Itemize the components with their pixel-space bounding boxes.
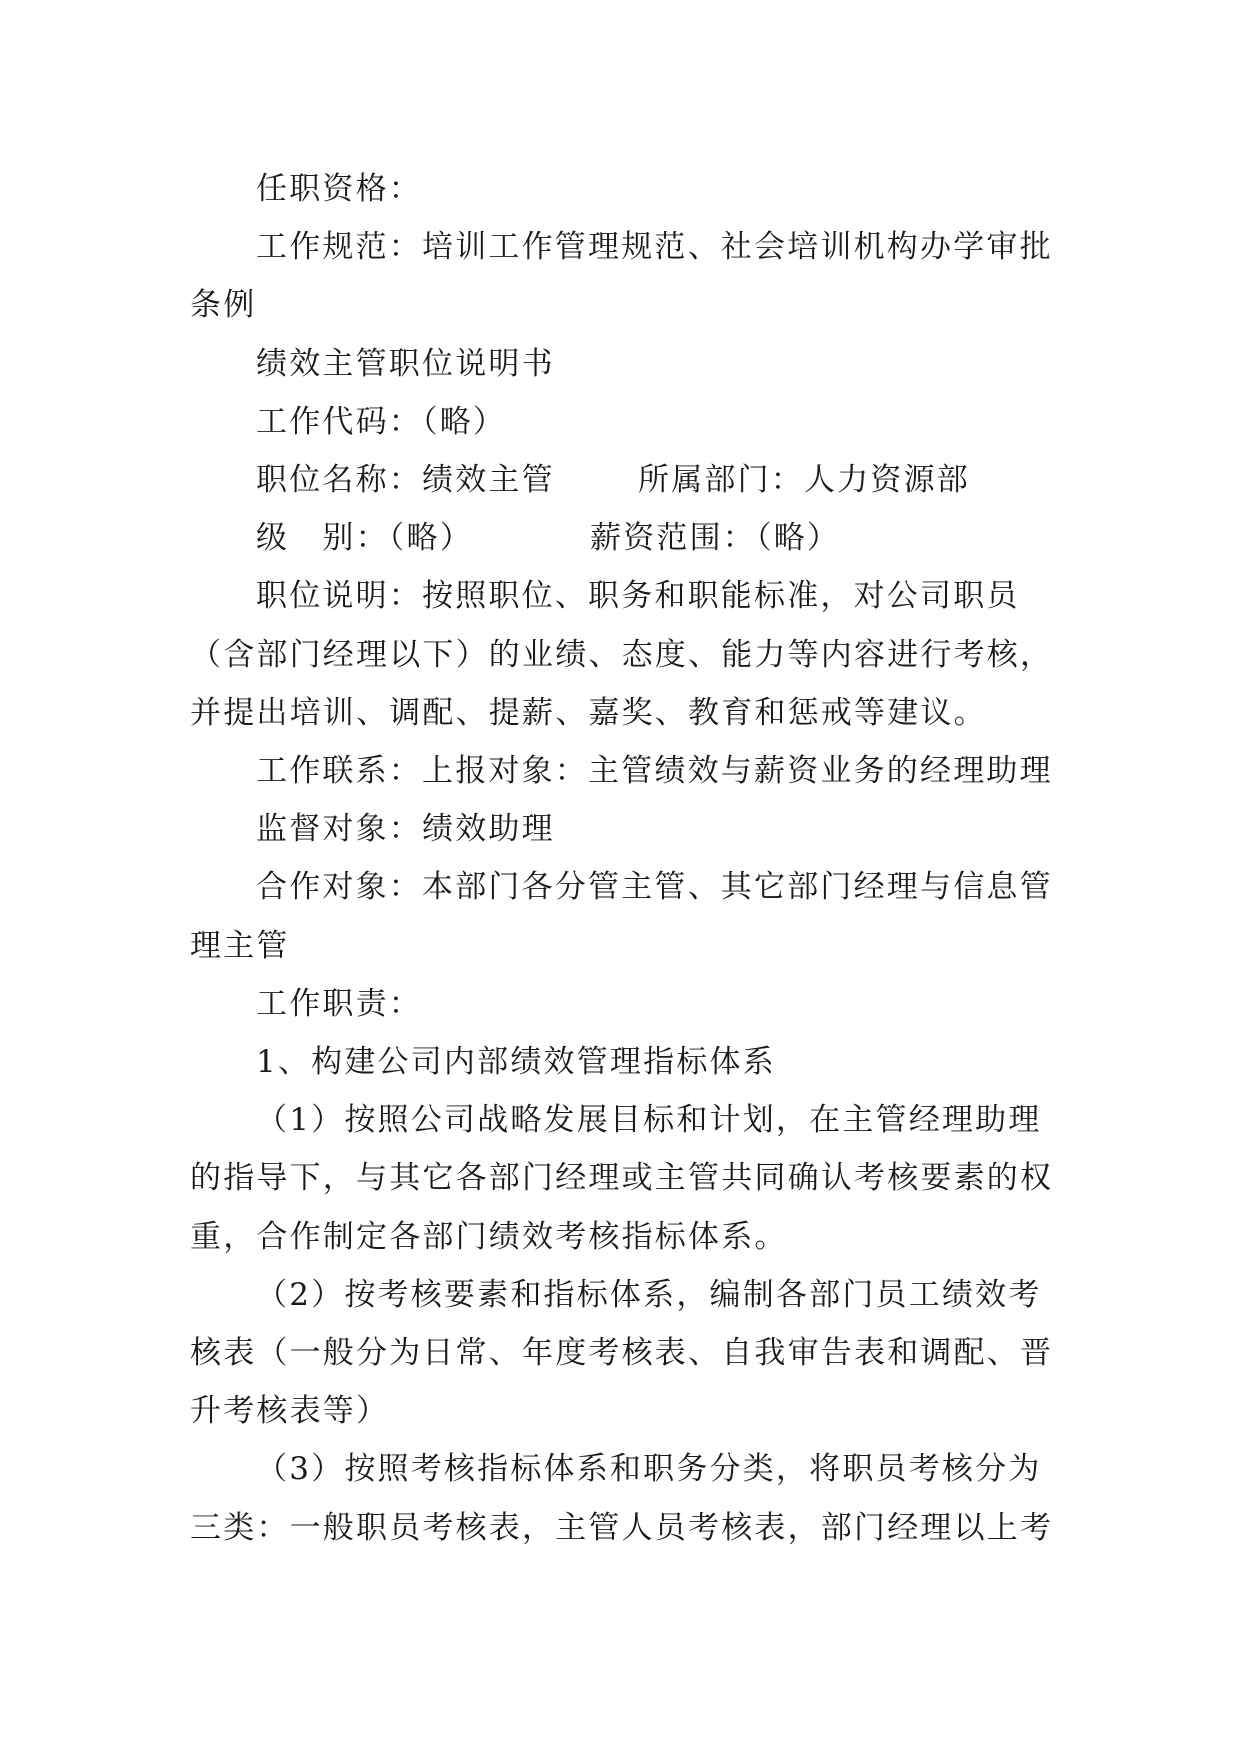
job-description-title: 绩效主管职位说明书	[256, 345, 555, 382]
work-relations-line: 工作联系：上报对象：主管绩效与薪资业务的经理助理	[256, 753, 1053, 790]
work-standards-paragraph: 工作规范：培训工作管理规范、社会培训机构办学审批条例	[190, 229, 1053, 324]
responsibility-sub-2: （2）按考核要素和指标体系，编制各部门员工绩效考核表（一般分为日常、年度考核表、自我审告表和调配、晋升考核表等）	[190, 1276, 1054, 1430]
responsibility-sub-1: （1）按照公司战略发展目标和计划，在主管经理助理的指导下，与其它各部门经理或主管共同确认考核要素的权重，合作制定各部门绩效考核指标体系。	[190, 1102, 1054, 1255]
position-description-paragraph: 职位说明：按照职位、职务和职能标准，对公司职员（含部门经理以下）的业绩、态度、能力等内容进行考核，并提出培训、调配、提薪、嘉奖、教育和惩戒等建议。	[190, 578, 1054, 731]
responsibility-sub-3: （3）按照考核指标体系和职务分类，将职员考核分为三类：一般职员考核表，主管人员考核表，部门经理以上考	[190, 1451, 1054, 1546]
qualifications-heading: 任职资格：	[256, 171, 422, 207]
position-name-field: 职位名称：绩效主管	[256, 462, 555, 499]
cooperation-paragraph: 合作对象：本部门各分管主管、其它部门经理与信息管理主管	[190, 869, 1053, 964]
supervision-line: 监督对象：绩效助理	[256, 811, 555, 848]
job-code-line: 工作代码：（略）	[256, 403, 507, 440]
responsibilities-heading: 工作职责：	[256, 985, 422, 1022]
responsibility-item-1: 1、构建公司内部绩效管理指标体系	[256, 1044, 776, 1081]
level-salary-row	[190, 509, 1060, 567]
level-field: 级 别：（略）	[256, 520, 473, 557]
position-department-row	[190, 451, 1060, 509]
document-body	[190, 160, 1060, 1557]
department-field: 所属部门：人力资源部	[638, 462, 970, 499]
salary-range-field: 薪资范围：（略）	[590, 520, 841, 557]
